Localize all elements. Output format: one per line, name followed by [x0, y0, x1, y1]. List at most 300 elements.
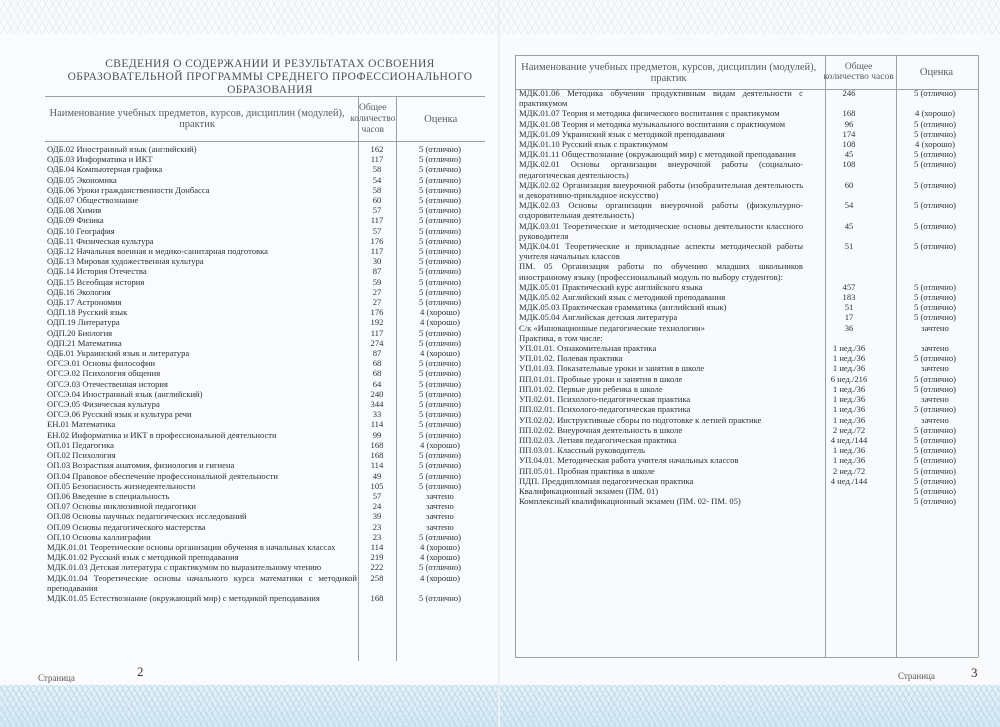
table-top-border [45, 96, 485, 97]
grade-cell: 5 (отлично) [419, 429, 461, 440]
hours-cell: 1 нед./36 [832, 363, 866, 374]
hours-cell: 36 [844, 322, 854, 333]
table-row [47, 419, 483, 429]
table-row [47, 409, 483, 419]
hours-cell: 192 [370, 317, 384, 328]
grade-cell: 5 (отлично) [914, 475, 956, 486]
grade-cell: 5 (отлично) [419, 235, 461, 246]
hours-cell: 60 [372, 195, 382, 206]
subject-cell: ОДБ.01 Украинский язык и литература [47, 348, 190, 359]
grade-cell: 5 (отлично) [419, 399, 461, 410]
subject-cell: ОП.07 Основы инклюзивной педагогики [47, 501, 196, 512]
table-row [47, 522, 483, 532]
grade-cell: 4 (хорошо) [915, 108, 955, 119]
grade-cell: зачтено [921, 363, 949, 374]
table-row [47, 471, 483, 481]
hours-cell: 51 [844, 302, 854, 313]
table-row [47, 593, 483, 603]
header-hours: Общее количество часов [350, 102, 396, 135]
subject-cell: ОДБ.04 Компьютерная графика [47, 164, 163, 175]
subject-cell: ОГСЭ.06 Русский язык и культура речи [47, 409, 192, 420]
subject-cell: УП.01.03. Показательные уроки и занятия в школе [519, 363, 705, 374]
header-grade: Оценка [424, 113, 458, 125]
subject-cell: ОДБ.11 Физическая культура [47, 235, 154, 246]
grades-table [519, 88, 975, 506]
subject-cell: МДК.01.01 Теоретические основы организации обучения в начальных классах [47, 541, 336, 552]
grade-cell: 4 (хорошо) [420, 572, 460, 583]
grade-cell: 5 (отлично) [419, 419, 461, 430]
table-row [47, 236, 483, 246]
subject-cell: ОП.10 Основы каллиграфии [47, 531, 151, 542]
hours-cell: 59 [372, 276, 382, 287]
subject-cell: ПМ. 05 Организация работы по обучению младших школьников иностранному языку (профессиональный модуль по выбору студентов): [519, 261, 803, 282]
subject-cell: МДК.02.02 Организация внеурочной работы (изобразительная деятельность и декоративно-прикладное искусство) [519, 179, 803, 201]
hours-cell [803, 261, 895, 281]
table-row [47, 205, 483, 215]
subject-cell: МДК.01.10 Русский язык с практикумом [519, 139, 668, 150]
grade-cell: 5 (отлично) [419, 531, 461, 542]
header-bottom-border [45, 141, 485, 142]
table-row [519, 200, 975, 220]
hours-cell: 176 [370, 235, 384, 246]
table-row [519, 88, 975, 108]
hours-cell: 1 нед./36 [832, 343, 866, 354]
hours-cell: 117 [370, 154, 384, 165]
table-row [519, 333, 975, 343]
grades-table [47, 144, 483, 603]
table-row [47, 215, 483, 225]
subject-cell: ОДБ.03 Информатика и ИКТ [47, 154, 153, 165]
subject-cell: Комплексный квалификационный экзамен (ПМ. 02- ПМ. 05) [519, 496, 741, 507]
subject-cell: ОДБ.10 География [47, 225, 115, 236]
table-row [47, 389, 483, 399]
grade-cell: 4 (хорошо) [420, 552, 460, 563]
hours-cell: 45 [844, 149, 854, 160]
subject-cell: УП.02.01. Психолого-педагогическая практика [519, 394, 691, 405]
hours-cell: 1 нед./36 [832, 414, 866, 425]
table-row [519, 241, 975, 261]
subject-cell: МДК.04.01 Теоретические и прикладные аспекты методической работы учителя начальных классов [519, 241, 803, 262]
hours-cell: 344 [370, 399, 384, 410]
subject-cell: ОДБ.05 Экономика [47, 174, 117, 185]
table-row [47, 277, 483, 287]
table-row [519, 282, 975, 292]
table-row [47, 542, 483, 552]
grade-cell: 5 (отлично) [419, 215, 461, 226]
table-row [519, 323, 975, 333]
hours-cell: 1 нед./36 [832, 404, 866, 415]
subject-cell: ОП.01 Педагогика [47, 439, 114, 450]
table-row [519, 455, 975, 465]
hours-cell: 183 [842, 292, 856, 303]
table-row [47, 481, 483, 491]
hours-cell: 168 [370, 592, 384, 603]
grade-cell: 5 (отлично) [419, 246, 461, 257]
subject-cell: ЕН.01 Математика [47, 419, 116, 430]
grade-cell: 5 (отлично) [914, 373, 956, 384]
grade-cell: 5 (отлично) [914, 159, 956, 170]
table-row [47, 287, 483, 297]
table-left-border [515, 55, 516, 657]
hours-cell: 4 нед./144 [830, 434, 868, 445]
hours-cell: 99 [372, 429, 382, 440]
grade-cell: зачтено [921, 343, 949, 354]
grade-cell: 5 (отлично) [419, 205, 461, 216]
grade-cell: 5 (отлично) [914, 281, 956, 292]
page-number: 3 [971, 665, 978, 680]
header-grade: Оценка [919, 67, 953, 78]
grade-cell: 5 (отлично) [914, 404, 956, 415]
grade-cell: 5 (отлично) [914, 128, 956, 139]
subject-cell: ПП.02.03. Летняя педагогическая практика [519, 434, 677, 445]
grade-cell: 5 (отлично) [419, 337, 461, 348]
hours-cell: 57 [372, 490, 382, 501]
grade-cell: 4 (хорошо) [915, 139, 955, 150]
header-subject: Наименование учебных предметов, курсов, дисциплин (модулей), практик [49, 108, 345, 130]
subject-cell: ПП.01.02. Первые дни ребенка в школе [519, 383, 663, 394]
grade-cell: 4 (хорошо) [420, 348, 460, 359]
table-row [519, 343, 975, 353]
hours-cell: 105 [370, 480, 384, 491]
subject-cell: ПП.05.01. Пробная практика в школе [519, 465, 655, 476]
grade-cell: 5 (отлично) [419, 368, 461, 379]
hours-cell: 117 [370, 215, 384, 226]
grade-cell: 5 (отлично) [419, 154, 461, 165]
hours-cell: 49 [372, 470, 382, 481]
hours-cell: 168 [370, 439, 384, 450]
subject-cell: МДК.05.03 Практическая грамматика (английский язык) [519, 302, 727, 313]
subject-cell: ОДБ.08 Химия [47, 205, 102, 216]
grade-cell: 5 (отлично) [914, 88, 956, 98]
table-row [519, 353, 975, 363]
grade-cell: 5 (отлично) [914, 434, 956, 445]
subject-cell: ОДП.19 Литература [47, 317, 120, 328]
subject-cell: ПДП. Преддипломная педагогическая практика [519, 475, 694, 486]
hours-cell: 168 [370, 450, 384, 461]
hours-cell: 114 [370, 460, 384, 471]
subject-cell: МДК.01.09 Украинский язык с методикой преподавания [519, 128, 725, 139]
subject-cell: ОДБ.02 Иностранный язык (английский) [47, 144, 197, 154]
hours-cell: 64 [372, 378, 382, 389]
subject-cell: ОП.05 Безопасность жизнедеятельности [47, 480, 196, 491]
hours-cell: 1 нед./36 [832, 394, 866, 405]
subject-cell: Квалификационный экзамен (ПМ. 01) [519, 485, 659, 496]
hours-cell: 114 [370, 419, 384, 430]
table-row [519, 435, 975, 445]
hours-cell: 24 [372, 501, 382, 512]
grade-cell: 5 (отлично) [914, 445, 956, 456]
table-row [519, 445, 975, 455]
table-row [519, 404, 975, 414]
subject-cell: МДК.05.01 Практический курс английского языка [519, 281, 703, 292]
grade-cell: 5 (отлично) [419, 378, 461, 389]
hours-cell: 1 нед./36 [832, 383, 866, 394]
grade-cell: 5 (отлично) [419, 470, 461, 481]
hours-cell: 240 [370, 388, 384, 399]
table-row [519, 221, 975, 241]
hours-cell: 117 [370, 246, 384, 257]
hours-cell: 87 [372, 348, 382, 359]
grade-cell: 5 (отлично) [914, 353, 956, 364]
subject-cell: ПП.02.01. Психолого-педагогическая практика [519, 404, 691, 415]
subject-cell: УП.02.02. Инструктивные сборы по подготовке к летней практике [519, 414, 762, 425]
table-row [47, 450, 483, 460]
table-row [47, 307, 483, 317]
table-row [519, 261, 975, 281]
hours-cell: 222 [370, 562, 384, 573]
table-row [47, 266, 483, 276]
table-row [47, 552, 483, 562]
hours-cell: 168 [842, 108, 856, 119]
table-right-border [978, 55, 979, 657]
grade-cell: 5 (отлично) [419, 450, 461, 461]
grade-cell: 5 (отлично) [419, 592, 461, 603]
table-row [47, 511, 483, 521]
subject-cell: ОДП.21 Математика [47, 337, 122, 348]
hours-cell: 58 [372, 164, 382, 175]
page-title: СВЕДЕНИЯ О СОДЕРЖАНИИ И РЕЗУЛЬТАТАХ ОСВОЕНИЯ ОБРАЗОВАТЕЛЬНОЙ ПРОГРАММЫ СРЕДНЕГО ПРОФЕССИОНАЛЬНОГО ОБРАЗОВАНИЯ [67, 58, 473, 96]
hours-cell: 246 [842, 88, 856, 98]
hours-cell [803, 496, 895, 506]
grade-cell: 5 (отлично) [914, 383, 956, 394]
subject-cell: ОДБ.06 Уроки гражданственности Донбасса [47, 184, 210, 195]
table-row [519, 466, 975, 476]
table-row [519, 312, 975, 322]
subject-cell: ОДБ.17 Астрономия [47, 297, 122, 308]
subject-cell: МДК.01.07 Теория и методика физического воспитания с практикумом [519, 108, 780, 119]
grade-cell: зачтено [921, 394, 949, 405]
hours-cell: 27 [372, 297, 382, 308]
grade-cell: 5 (отлично) [419, 144, 461, 154]
subject-cell: ОДБ.12 Начальная военная и медико-санитарная подготовка [47, 246, 268, 257]
hours-cell: 108 [842, 139, 856, 150]
subject-cell: УП.01.02. Полевая практика [519, 353, 623, 364]
subject-cell: МДК.02.03 Основы организации внеурочной работы (физкультурно-оздоровительная деятельность) [519, 200, 803, 221]
table-row [519, 394, 975, 404]
table-row [47, 317, 483, 327]
hours-cell: 54 [844, 200, 854, 211]
subject-cell: МДК.05.04 Английская детская литература [519, 312, 678, 323]
grade-cell: 5 (отлично) [419, 286, 461, 297]
hours-cell: 45 [844, 220, 854, 231]
footer-label: Страница [38, 673, 75, 683]
grade-cell: 5 (отлично) [914, 292, 956, 303]
grade-cell: 4 (хорошо) [420, 541, 460, 552]
table-row [47, 491, 483, 501]
hours-cell: 51 [844, 241, 854, 252]
hours-cell: 57 [372, 225, 382, 236]
table-row [519, 119, 975, 129]
subject-cell: ОП.08 Основы научных педагогических исследований [47, 511, 247, 522]
table-row [519, 496, 975, 506]
grade-cell: 5 (отлично) [419, 266, 461, 277]
subject-cell: ОДП.18 Русский язык [47, 307, 128, 318]
grade-cell: 5 (отлично) [419, 358, 461, 369]
subject-cell: ОДБ.13 Мировая художественная культура [47, 256, 204, 267]
grade-cell: 5 (отлично) [914, 465, 956, 476]
hours-cell: 457 [842, 281, 856, 292]
table-row [519, 363, 975, 373]
hours-cell: 1 нед./36 [832, 455, 866, 466]
hours-cell: 58 [372, 184, 382, 195]
grade-cell: 5 (отлично) [914, 455, 956, 466]
subject-cell: ОГСЭ.01 Основы философии [47, 358, 156, 369]
hours-cell: 1 нед./36 [832, 353, 866, 364]
grade-cell: 5 (отлично) [419, 174, 461, 185]
table-row [519, 180, 975, 200]
subject-cell: МДК.03.01 Теоретические и методические основы деятельности классного руководителя [519, 220, 803, 241]
grade-cell: 5 (отлично) [914, 424, 956, 435]
subject-cell: ОП.02 Психология [47, 450, 116, 461]
guilloche-border-bottom [0, 685, 500, 727]
subject-cell: ОГСЭ.05 Физическая культура [47, 399, 160, 410]
table-row [47, 440, 483, 450]
subject-cell: ПП.01.01. Пробные уроки и занятия в школе [519, 373, 683, 384]
guilloche-border-top [0, 0, 500, 34]
subject-cell: МДК.01.06 Методика обучения продуктивным видам деятельности с практикумом [519, 88, 803, 109]
subject-cell: ПП.02.02. Внеурочная деятельность в школе [519, 424, 683, 435]
table-row [47, 328, 483, 338]
grade-cell: 5 (отлично) [419, 297, 461, 308]
subject-cell: УП.04.01. Методическая работа учителя начальных классов [519, 455, 739, 466]
hours-cell: 27 [372, 286, 382, 297]
grade-cell: 5 (отлично) [914, 118, 956, 129]
table-row [519, 129, 975, 139]
table-row [47, 256, 483, 266]
grade-cell: 5 (отлично) [419, 327, 461, 338]
hours-cell [803, 486, 895, 496]
grade-cell: 4 (хорошо) [420, 307, 460, 318]
hours-cell: 54 [372, 174, 382, 185]
grade-cell: 5 (отлично) [914, 200, 956, 211]
table-row [47, 368, 483, 378]
table-row [47, 532, 483, 542]
grade-cell: зачтено [921, 414, 949, 425]
table-bottom-border [515, 657, 978, 658]
table-row [519, 415, 975, 425]
table-row [519, 292, 975, 302]
table-row [47, 460, 483, 470]
subject-cell: ОП.06 Введение в специальность [47, 490, 170, 501]
subject-cell: УП.01.01. Ознакомительная практика [519, 343, 657, 354]
hours-cell: 4 нед./144 [830, 475, 868, 486]
grade-cell: 5 (отлично) [419, 164, 461, 175]
table-row [47, 338, 483, 348]
grade-cell: зачтено [426, 501, 454, 512]
hours-cell: 6 нед./216 [830, 373, 868, 384]
hours-cell: 2 нед./72 [832, 465, 866, 476]
table-top-border [515, 55, 978, 56]
hours-cell: 23 [372, 521, 382, 532]
hours-cell: 39 [372, 511, 382, 522]
table-row [47, 430, 483, 440]
grade-cell: 4 (хорошо) [420, 439, 460, 450]
hours-cell: 68 [372, 368, 382, 379]
hours-cell: 1 нед./36 [832, 445, 866, 456]
hours-cell: 176 [370, 307, 384, 318]
subject-cell: МДК.01.11 Обществознание (окружающий мир) с методикой преподавания [519, 149, 796, 160]
hours-cell: 57 [372, 205, 382, 216]
grade-cell: 5 (отлично) [419, 225, 461, 236]
hours-cell: 2 нед./72 [832, 424, 866, 435]
hours-cell: 60 [844, 179, 854, 190]
hours-cell: 23 [372, 531, 382, 542]
hours-cell: 33 [372, 409, 382, 420]
grade-cell: 4 (хорошо) [420, 317, 460, 328]
subject-cell: ОДБ.15 Всеобщая история [47, 276, 145, 287]
grade-cell: зачтено [921, 322, 949, 333]
grade-cell: 5 (отлично) [914, 179, 956, 190]
hours-cell: 17 [844, 312, 854, 323]
hours-cell: 108 [842, 159, 856, 170]
guilloche-border-bottom [500, 685, 1000, 727]
table-row [47, 297, 483, 307]
subject-cell: ОП.04 Правовое обеспечение профессиональной деятельности [47, 470, 279, 481]
subject-cell: МДК.01.04 Теоретические основы начального курса математики с методикой преподавания [47, 572, 357, 593]
table-row [519, 108, 975, 118]
table-row [519, 476, 975, 486]
grade-cell: 5 (отлично) [419, 276, 461, 287]
grade-cell: 5 (отлично) [914, 149, 956, 160]
grade-cell: 5 (отлично) [419, 388, 461, 399]
grade-cell [895, 333, 975, 343]
subject-cell: ОГСЭ.02 Психология общения [47, 368, 161, 379]
grade-cell [895, 261, 975, 281]
grade-cell: 5 (отлично) [419, 409, 461, 420]
grade-cell: 5 (отлично) [419, 460, 461, 471]
table-row [47, 195, 483, 205]
hours-cell: 96 [844, 118, 854, 129]
hours-cell: 30 [372, 256, 382, 267]
table-row [47, 501, 483, 511]
hours-cell: 219 [370, 552, 384, 563]
header-hours: Общее количество часов [823, 62, 894, 82]
footer-label: Страница [898, 671, 935, 681]
subject-cell: МДК.05.02 Английский язык с методикой преподавания [519, 292, 726, 303]
grade-cell: 5 (отлично) [419, 562, 461, 573]
grade-cell: 5 (отлично) [419, 256, 461, 267]
subject-cell: ОДП.20 Биология [47, 327, 113, 338]
subject-cell: МДК.02.01 Основы организации внеурочной работы (социально-педагогическая деятельность) [519, 159, 803, 180]
hours-cell: 258 [370, 572, 384, 583]
table-row [519, 384, 975, 394]
grade-cell: зачтено [426, 521, 454, 532]
subject-cell: ОП.03 Возрастная анатомия, физиология и гигиена [47, 460, 235, 471]
subject-cell: ОДБ.16 Экология [47, 286, 111, 297]
table-row [47, 348, 483, 358]
subject-cell: ОГСЭ.03 Отечественная история [47, 378, 168, 389]
table-row [47, 175, 483, 185]
guilloche-border-top [500, 0, 1000, 34]
grade-cell: зачтено [426, 490, 454, 501]
table-row [47, 154, 483, 164]
table-row [47, 573, 483, 593]
table-row [519, 374, 975, 384]
table-row [519, 149, 975, 159]
subject-cell: МДК.01.03 Детская литература с практикумом по выразительному чтению [47, 562, 322, 573]
page-number: 2 [137, 664, 144, 679]
subject-cell: ПП.03.01. Классный руководитель [519, 445, 646, 456]
table-row [47, 358, 483, 368]
table-row [47, 226, 483, 236]
grade-cell: 5 (отлично) [914, 220, 956, 231]
grade-cell: 5 (отлично) [914, 312, 956, 323]
table-row [47, 246, 483, 256]
subject-cell: МДК.01.02 Русский язык с методикой преподавания [47, 552, 239, 563]
right-page [500, 0, 1000, 727]
subject-cell: С/к «Инновационные педагогические технологии» [519, 322, 705, 333]
hours-cell: 162 [370, 144, 384, 154]
